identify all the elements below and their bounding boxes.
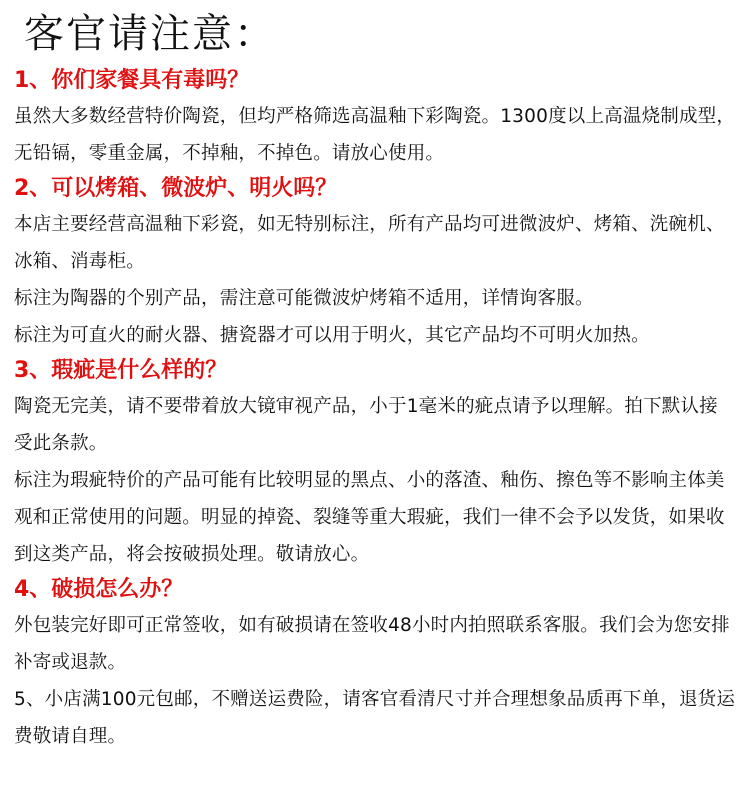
section-heading: 3、瑕疵是什么样的？ <box>14 358 228 383</box>
section-3 <box>14 354 736 573</box>
section-4 <box>14 573 736 755</box>
section-heading: 1、你们家餐具有毒吗？ <box>14 68 250 93</box>
section-paragraph: 虽然大多数经营特价陶瓷，但均严格筛选高温釉下彩陶瓷。1300度以上高温烧制成型，无铅镉，零重金属，不掉釉，不掉色。请放心使用。 <box>14 106 736 164</box>
section-paragraph: 标注为瑕疵特价的产品可能有比较明显的黑点、小的落渣、釉伤、擦色等不影响主体美观和正常使用的问题。明显的掉瓷、裂缝等重大瑕疵，我们一律不会予以发货，如果收到这类产品，将会按破损处理。敬请放心。 <box>14 470 725 565</box>
section-paragraph: 本店主要经营高温釉下彩瓷，如无特别标注，所有产品均可进微波炉、烤箱、洗碗机、冰箱、消毒柜。 <box>14 214 725 272</box>
section-1 <box>14 64 736 172</box>
section-paragraph: 标注为陶器的个别产品，需注意可能微波炉烤箱不适用，详情询客服。 <box>14 288 594 309</box>
section-heading: 2、可以烤箱、微波炉、明火吗？ <box>14 176 338 201</box>
section-2 <box>14 172 736 354</box>
section-paragraph: 标注为可直火的耐火器、搪瓷器才可以用于明火，其它产品均不可明火加热。 <box>14 325 650 346</box>
section-paragraph: 外包装完好即可正常签收，如有破损请在签收48小时内拍照联系客服。我们会为您安排补寄或退款。 <box>14 615 730 673</box>
section-heading: 4、破损怎么办？ <box>14 577 184 602</box>
page-title: 客官请注意： <box>24 11 276 57</box>
section-paragraph: 5、小店满100元包邮，不赠送运费险，请客官看清尺寸并合理想象品质再下单，退货运费敬请自理。 <box>14 689 736 747</box>
section-paragraph: 陶瓷无完美，请不要带着放大镜审视产品，小于1毫米的疵点请予以理解。拍下默认接受此条款。 <box>14 396 718 454</box>
